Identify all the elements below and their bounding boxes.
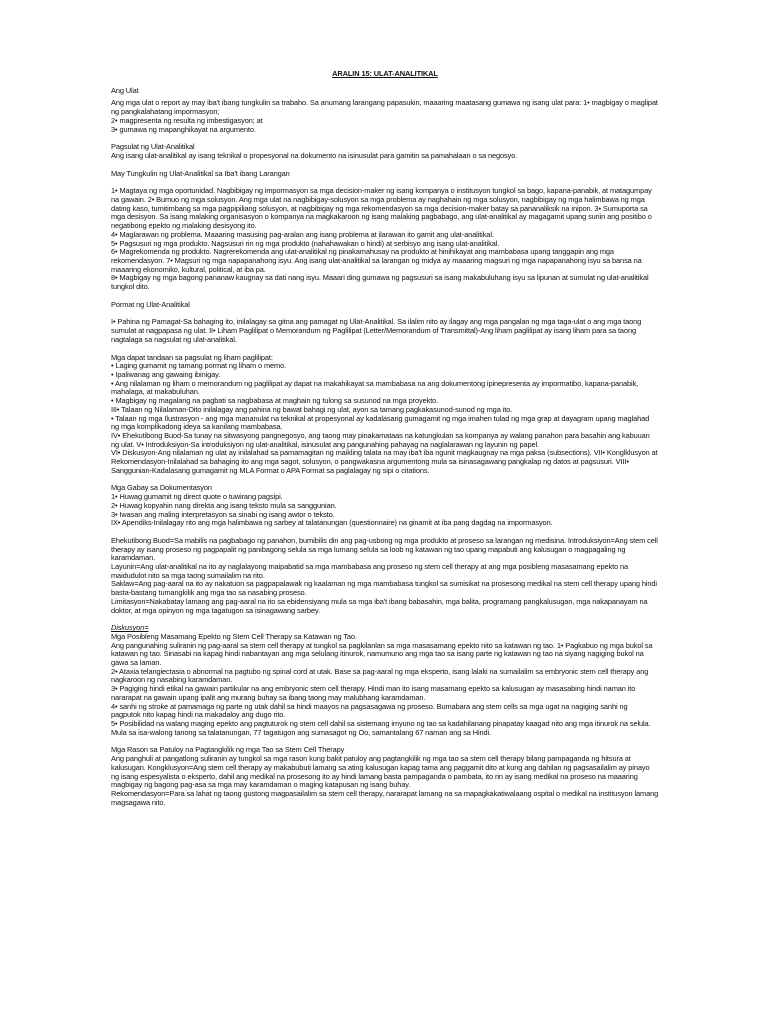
paragraph: 1• Magtaya ng mga oportunidad. Nagbibigay ng impormasyon sa mga decision-maker ng isang kompanya o institusyon tungkol sa bago, kapana-panabik, at matagumpay na gawain. 2• Bumuo ng mga solusyon. Ang mga ulat na nagbibigay-solusyon sa mga problema ay naghahain ng mga solusyon, nagbibigay ng mga halimbawa ng mga dating kaso, tumitimbang sa mga pagpipiliang solusyon, at nagbibigay ng mga rekomendasyon sa mga decision-maker batay sa pananaliksik na inipon. 3• Sumuporta sa mga desisyon. Sa isang malaking organisasyon o kompanya na magkakaroon ng isang malaking pagbabago, ang ulat-analitikal ay magagamit upang suriin ang positibo o negatibong epekto ng malaking desisyong ito. [111, 186, 652, 231]
paragraph: Saklaw=Ang pag-aaral na ito ay nakatuon sa pagpapalawak ng kaalaman ng mga mambabasa tungkol sa sumisikat na prosesong medikal na stem cell therapy upang hindi basta-bastang tumangkilik ang mga tao sa nasabing proseso. [111, 579, 657, 598]
paragraph: 4• sanhi ng stroke at pamamaga ng parte ng utak dahil sa hindi maayos na pagsasagawa ng proseso. Bumabara ang stem cells sa mga ugat na nagiging sanhi ng pagputok nito kapag hindi na makadaloy ang dugo rito. [111, 701, 628, 720]
paragraph: 2• Ataxia telangiectasia o abnormal na pagtubo ng spinal cord at utak. Base sa pag-aaral ng mga eksperto, isang lalaki na sumailalim sa embryonic stem cell therapy ang nagkaroon ng nasabing karamdaman. [111, 666, 649, 685]
paragraph: 4• Maglarawan ng problema. Maaaring masusing pag-aralan ang isang problema at ilarawan ito gamit ang ulat-analitikal. [111, 229, 494, 239]
bullet-item: • Ipaliwanag ang gawaing ibinigay. [111, 369, 221, 379]
list-item: 2• Huwag kopyahin nang direkta ang isang teksto mula sa sanggunian. [111, 500, 337, 510]
heading-ang-ulat: Ang Ulat [111, 85, 139, 95]
paragraph: Ang mga ulat o report ay may iba't ibang tungkulin sa trabaho. Sa anumang larangang papasukin, maaaring maatasang gumawa ng isang ulat para: 1• magbigay o maglipat ng pangkalahatang impormasyon; [111, 98, 658, 117]
paragraph: 5• Pagsusuri ng mga produkto. Nagsusuri rin ng mga produkto (nahahawakan o hindi) at serbisyo ang isang ulat-analitikal. [111, 238, 500, 248]
paragraph: 2• magpresenta ng resulta ng imbestigasyon; at [111, 115, 263, 125]
heading-liham: Mga dapat tandaan sa pagsulat ng liham paglilipat: [111, 352, 273, 362]
paragraph: 8• Magbigay ng mga bagong pananaw kaugnay sa dati nang isyu. Maaari ding gumawa ng pagsusuri sa isang makabuluhang isyu sa lipunan at sumulat ng ulat-analitikal tungkol dito. [111, 273, 649, 292]
paragraph: III• Talaan ng Nilalaman-Dito inilalagay ang pahina ng bawat bahagi ng ulat, ayon sa tamang pagkakasunod-sunod ng mga ito. [111, 404, 513, 414]
paragraph: Ehekutibong Buod=Sa mabilis na pagbabago ng panahon, bumibilis din ang pag-usbong ng mga produkto at proseso sa larangan ng medisina. Introduksiyon=Ang stem cell therapy ay isang proseso ng pagpapalit ng panibagong selula sa mga lumang selula sa loob ng katawan ng tao upang mapabuti ang kalusugan o magpagaling ng karamdaman. [111, 535, 658, 563]
bullet-item: • Magbigay ng magalang na pagbati sa nagbabasa at maghain ng tulong sa susunod na mga proyekto. [111, 396, 439, 406]
subheading-epekto: Mga Posibleng Masamang Epekto ng Stem Cell Therapy sa Katawan ng Tao. [111, 631, 357, 641]
heading-tungkulin: May Tungkulin ng Ulat-Analitikal sa Iba't ibang Larangan [111, 168, 290, 178]
paragraph: Layunin=Ang ulat-analitikal na ito ay naglalayong maipabatid sa mga mambabasa ang proseso ng stem cell therapy at ang mga posibleng masasamang epekto na maidudulot nito sa mga taong sumailalim na rito. [111, 562, 629, 580]
heading-pagsulat: Pagsulat ng Ulat-Analitikal [111, 142, 195, 152]
paragraph: 6• Magrekomenda ng produkto. Nagrerekomenda ang ulat-analitikal ng pinakamahusay na produkto at hinihikayat ang mambabasa upang tanggapin ang mga rekomendasyon. 7• Magsuri ng mga napapanahong isyu. Ang isang ulat-analitikal sa larangan ng midya ay maaaring magsuri ng mga napapanahong isyu sa bansa na maaaring ekonomiko, kultural, political, at iba pa. [111, 247, 642, 274]
heading-pormat: Pormat ng Ulat-Analitikal [111, 299, 190, 309]
paragraph: • Talaan ng mga Ilustrasyon - ang mga mananulat na teknikal at propesyonal ay kadalasang gumagamit ng mga imahen tulad ng mga grap at dayagram upang maglahad ng mga komplikadong ideya sa kanilang mambabasa. [111, 413, 650, 432]
document-body [111, 70, 659, 807]
heading-diskusyon: Diskusyon= [111, 623, 149, 633]
paragraph: VI• Diskusyon-Ang nilalaman ng ulat ay inilalahad sa pamamagitan ng maikling talata na may iba't iba ngunit magkaugnay na mga paksa (subsections). VII• Konglklusyon at Rekomendasyon-Inilalahad sa bahaging ito ang mga sagot, solusyon, o pangwakasna argumentong mula sa isinasagawang pangkalap ng datos at pagsusuri. VIII• Sanggunian-Kadalasang gumagamit ng MLA Format o APA Format sa paglalagay ng sipi o citations. [111, 448, 658, 475]
paragraph: 5• Posibilidad na walang maging epekto ang pagtuturok ng stem cell dahil sa sistemang imyuno ng tao sa kadahilanang pinapatay kaagad nito ang mga itinurok na selula. Mula sa isa-walong tanong sa talatanungan, 77 tagatugon ang sumasagot ng Oo, samantalang 67 naman ang sa Hindi. [111, 719, 651, 737]
paragraph: Ang panghuli at pangatlong suliranin ay tungkol sa mga rason kung bakit patuloy ang pagtangkilik ng mga tao sa stem cell therapy bilang pampaganda ng hitsura at kalusugan. Kongklusyon=Ang stem cell therapy ay makabubuti lamang sa ating kalusugan kapag tama ang paggamit dito at kung ang dahilan ng pagsasailalim ay pinayo ng isang espesyalista o eksperto, dahil ang medikal na prosesong ito ay hindi lamang basta pampaganda o pambata, ito rin ay isang medikal na proseso na maaaring magbigay ng bagong pag-asa sa mga may karamdaman o maging katapusan ng isang buhay. [111, 754, 650, 790]
paragraph: 3• gumawa ng mapanghikayat na argumento. [111, 124, 256, 134]
bullet-item: • Ang nilalaman ng liham o memorandum ng paglilipat ay dapat na makahikayat sa mambabasa na ang dokumentong ipinepresenta ay impormatibo, kapana-panabik, mahalaga, at makabuluhan. [111, 378, 639, 397]
list-item: IX• Apendiks-Inilalagay rito ang mga halimbawa ng sarbey at talatanungan (questionnaire) na ginamit at iba pang dagdag na impormasyon. [111, 518, 553, 528]
paragraph: Ang isang ulat-analitikal ay isang teknikal o propesyonal na dokumento na isinusulat para gamitin sa pamahalaan o sa negosyo. [111, 150, 518, 160]
heading-rason: Mga Rason sa Patuloy na Pagtangkilik ng mga Tao sa Stem Cell Therapy [111, 745, 345, 755]
paragraph: Rekomendasyon=Para sa lahat ng taong gustong magpasailalim sa stem cell therapy, nararapat lamang na sa mapagkakatiwalaang ospital o medikal na institusyon lamang magsagawa nito. [111, 788, 659, 807]
heading-gabay: Mga Gabay sa Dokumentasyon [111, 483, 212, 493]
list-item: 3• Iwasan ang maling interpretasyon sa sinabi ng isang awtor o teksto. [111, 509, 335, 519]
page-title: ARALIN 15: ULAT-ANALITIKAL [332, 69, 438, 78]
paragraph: 3• Pagiging hindi etikal na gawain partikular na ang embryonic stem cell therapy. Hindi man ito isang masamang epekto sa kalusugan ay masasabing hindi naman ito nararapat na gawain upang ipalit ang murang buhay sa ibang taong may malubhang karamdaman. [111, 684, 636, 702]
paragraph: Limitasyon=Nakabatay lamang ang pag-aaral na ito sa ebidensiyang mula sa mga iba't ibang babasahin, mga balita, programang pangkalusugan, mga nakapanayam na doktor, at mga opinyon ng mga tagatugon sa isinagawang sarbey. [111, 596, 648, 615]
bullet-item: • Laging gumamit ng tamang pormat ng liham o memo. [111, 361, 287, 371]
paragraph: I• Pahina ng Pamagat-Sa bahaging ito, inilalagay sa gitna ang pamagat ng Ulat-Analitikal. Sa ilalim nito ay ilagay ang mga pangalan ng mga taga-ulat o ang mga taong sumulat at nagpapasa ng ulat. II• Liham Paglilipat o Memorandum ng Paglilipat (Letter/Memorandum of Transmittal)-Ang liham paglilipat ay isang liham para sa taong nagtalaga sa nagsulat ng ulat-analitikal. [111, 317, 642, 344]
list-item: 1• Huwag gumamit ng direct quote o tuwirang pagsipi. [111, 492, 283, 502]
paragraph: Ang pangunahing suliranin ng pag-aaral sa stem cell therapy at tungkol sa pagkilanlan sa mga masasamang epekto nito sa katawan ng tao. 1• Pagkabuo ng mga bukol sa katawan ng tao. Sinasabi na kapag hindi nabantayan ang mga selulang itinurok, namumuno ang mga tao sa isang parte ng katawan ng tao na siyang nagiging bukol na gawa sa laman. [111, 640, 653, 668]
paragraph: IV• Ehekutibong Buod-Sa tunay na sitwasyong pangnegosyo, ang taong may pinakamataas na katungkulan sa kompanya ay walang panahon para basahin ang kabuuan ng ulat. V• Introduksiyon-Sa introduksiyon ng ulat-analitikal, isinusulat ang pangunahing pahayag na naglalarawan ng layunin ng papel. [111, 430, 650, 449]
